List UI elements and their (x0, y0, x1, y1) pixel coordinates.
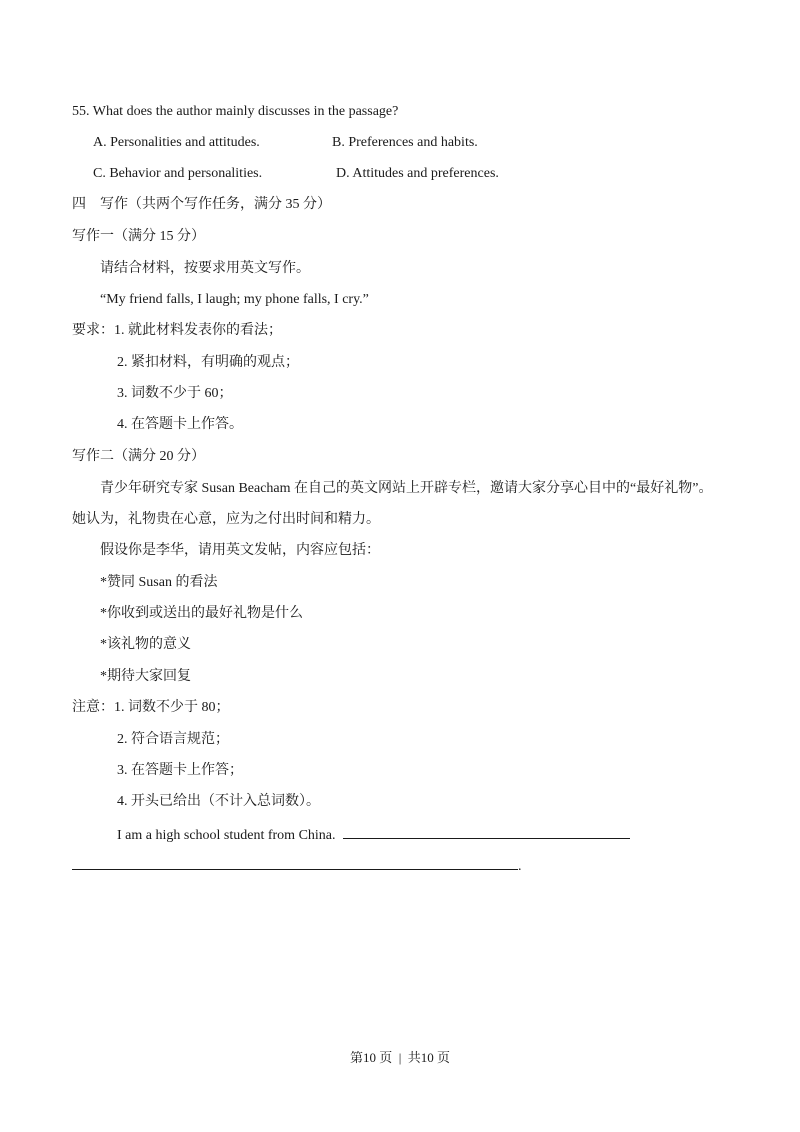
section-4-heading: 四 写作（共两个写作任务，满分 35 分） (72, 197, 331, 212)
requirement-2: 2. 紧扣材料，有明确的观点； (117, 355, 299, 370)
writing-1-heading: 写作一（满分 15 分） (72, 229, 205, 244)
requirements-label: 要求： (72, 323, 114, 338)
content-point-3: *该礼物的意义 (100, 637, 191, 652)
opening-sentence: I am a high school student from China. (117, 828, 336, 843)
page-footer: 第10 页 | 共10 页 (349, 1050, 451, 1065)
note-4: 4. 开头已给出（不计入总词数）。 (117, 794, 320, 809)
notes-label: 注意： (72, 700, 114, 715)
writing-2-heading: 写作二（满分 20 分） (72, 449, 205, 464)
option-b: B. Preferences and habits. (332, 135, 478, 150)
answer-line-2 (72, 855, 522, 877)
option-a: A. Personalities and attitudes. (93, 135, 260, 150)
option-d: D. Attitudes and preferences. (336, 166, 499, 181)
content-point-4: *期待大家回复 (100, 669, 191, 684)
note-3: 3. 在答题卡上作答； (117, 763, 243, 778)
option-c: C. Behavior and personalities. (93, 166, 263, 181)
writing-1-instruction: 请结合材料，按要求用英文写作。 (100, 261, 310, 276)
requirement-3: 3. 词数不少于 60； (117, 386, 233, 401)
content-point-2: *你收到或送出的最好礼物是什么 (100, 606, 303, 621)
end-period: . (518, 859, 522, 874)
writing-1-quote: “My friend falls, I laugh; my phone falls, I cry.” (100, 292, 369, 307)
question-55-stem: 55. What does the author mainly discusses in the passage? (72, 104, 399, 119)
requirement-1: 1. 就此材料发表你的看法； (114, 323, 282, 338)
answer-blank-1[interactable] (343, 824, 630, 839)
answer-blank-2[interactable] (72, 855, 518, 870)
writing-2-task: 假设你是李华，请用英文发帖，内容应包括： (100, 543, 380, 558)
requirement-4: 4. 在答题卡上作答。 (117, 417, 243, 432)
writing-2-paragraph-line-1: 青少年研究专家 Susan Beacham 在自己的英文网站上开辟专栏，邀请大家分享心目中的“最好礼物”。 (100, 481, 713, 496)
note-1: 1. 词数不少于 80； (114, 700, 230, 715)
content-point-1: *赞同 Susan 的看法 (100, 575, 218, 590)
note-2: 2. 符合语言规范； (117, 732, 229, 747)
writing-2-paragraph-line-2: 她认为，礼物贵在心意，应为之付出时间和精力。 (72, 512, 380, 527)
opening-line (117, 824, 630, 846)
